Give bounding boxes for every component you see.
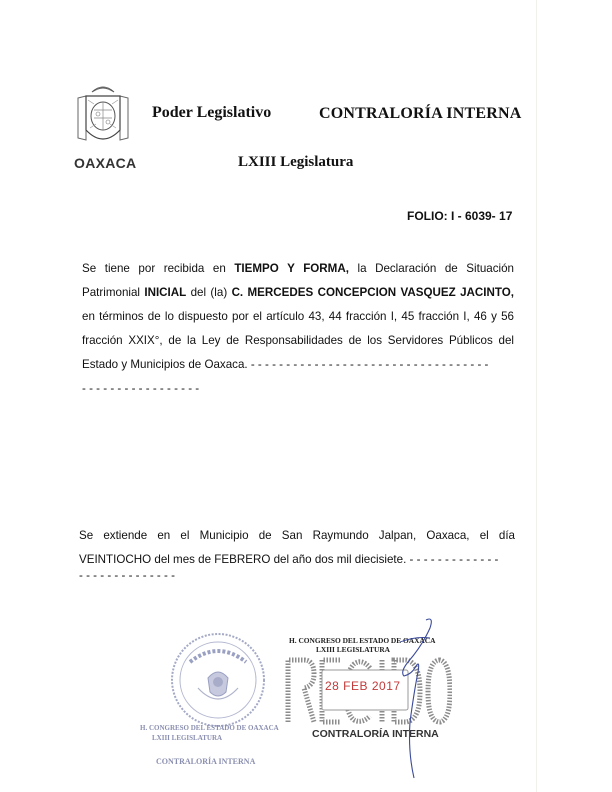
received-date: 28 FEB 2017 — [325, 679, 401, 693]
seal-caption-3: CONTRALORÍA INTERNA — [156, 757, 256, 766]
declaration-line-4: fracción XXIX°, de la Ley de Responsabilidades de los Servidores Públicos del — [82, 334, 514, 347]
declaration-line-6: - - - - - - - - - - - - - - - - - — [82, 382, 200, 395]
received-stamp-header-2: LXIII LEGISLATURA — [316, 645, 390, 654]
closing-line-3: - - - - - - - - - - - - - - — [79, 569, 175, 582]
congress-seal-stamp-icon — [168, 630, 268, 730]
declaration-line-2: Patrimonial INICIAL del (la) C. MERCEDES CONCEPCION VASQUEZ JACINTO, — [82, 286, 514, 299]
page-edge-line — [536, 0, 537, 792]
closing-paragraph — [79, 524, 515, 588]
received-stamp-footer: CONTRALORÍA INTERNA — [312, 728, 439, 740]
seal-caption-2: LXIII LEGISLATURA — [152, 734, 223, 742]
oaxaca-coat-of-arms-icon — [74, 80, 132, 152]
declaration-line-5: Estado y Municipios de Oaxaca. - - - - - - - - - - - - - - - - - - - - - - - - - - - - - - - - - - — [82, 358, 489, 371]
declaration-line-3: en términos de lo dispuesto por el artículo 43, 44 fracción I, 45 fracción I, 46 y 56 — [82, 310, 514, 323]
folio-number: FOLIO: I - 6039- 17 — [407, 209, 513, 223]
org-name-right: CONTRALORÍA INTERNA — [319, 105, 522, 122]
closing-line-2: VEINTIOCHO del mes de FEBRERO del año dos mil diecisiete. - - - - - - - - - - - - - — [79, 553, 499, 566]
state-label: OAXACA — [74, 155, 137, 171]
closing-line-1: Se extiende en el Municipio de San Raymundo Jalpan, Oaxaca, el día — [79, 529, 515, 542]
handwritten-signature-icon — [360, 612, 450, 782]
received-stamp-header-1: H. CONGRESO DEL ESTADO DE OAXACA — [289, 636, 436, 645]
seal-caption-1: H. CONGRESO DEL ESTADO DE OAXACA — [140, 724, 279, 732]
legislature-title: LXIII Legislatura — [238, 154, 354, 170]
declaration-paragraph — [82, 257, 514, 401]
org-name-left: Poder Legislativo — [152, 104, 272, 121]
declaration-line-1: Se tiene por recibida en TIEMPO Y FORMA, la Declaración de Situación — [82, 262, 514, 275]
